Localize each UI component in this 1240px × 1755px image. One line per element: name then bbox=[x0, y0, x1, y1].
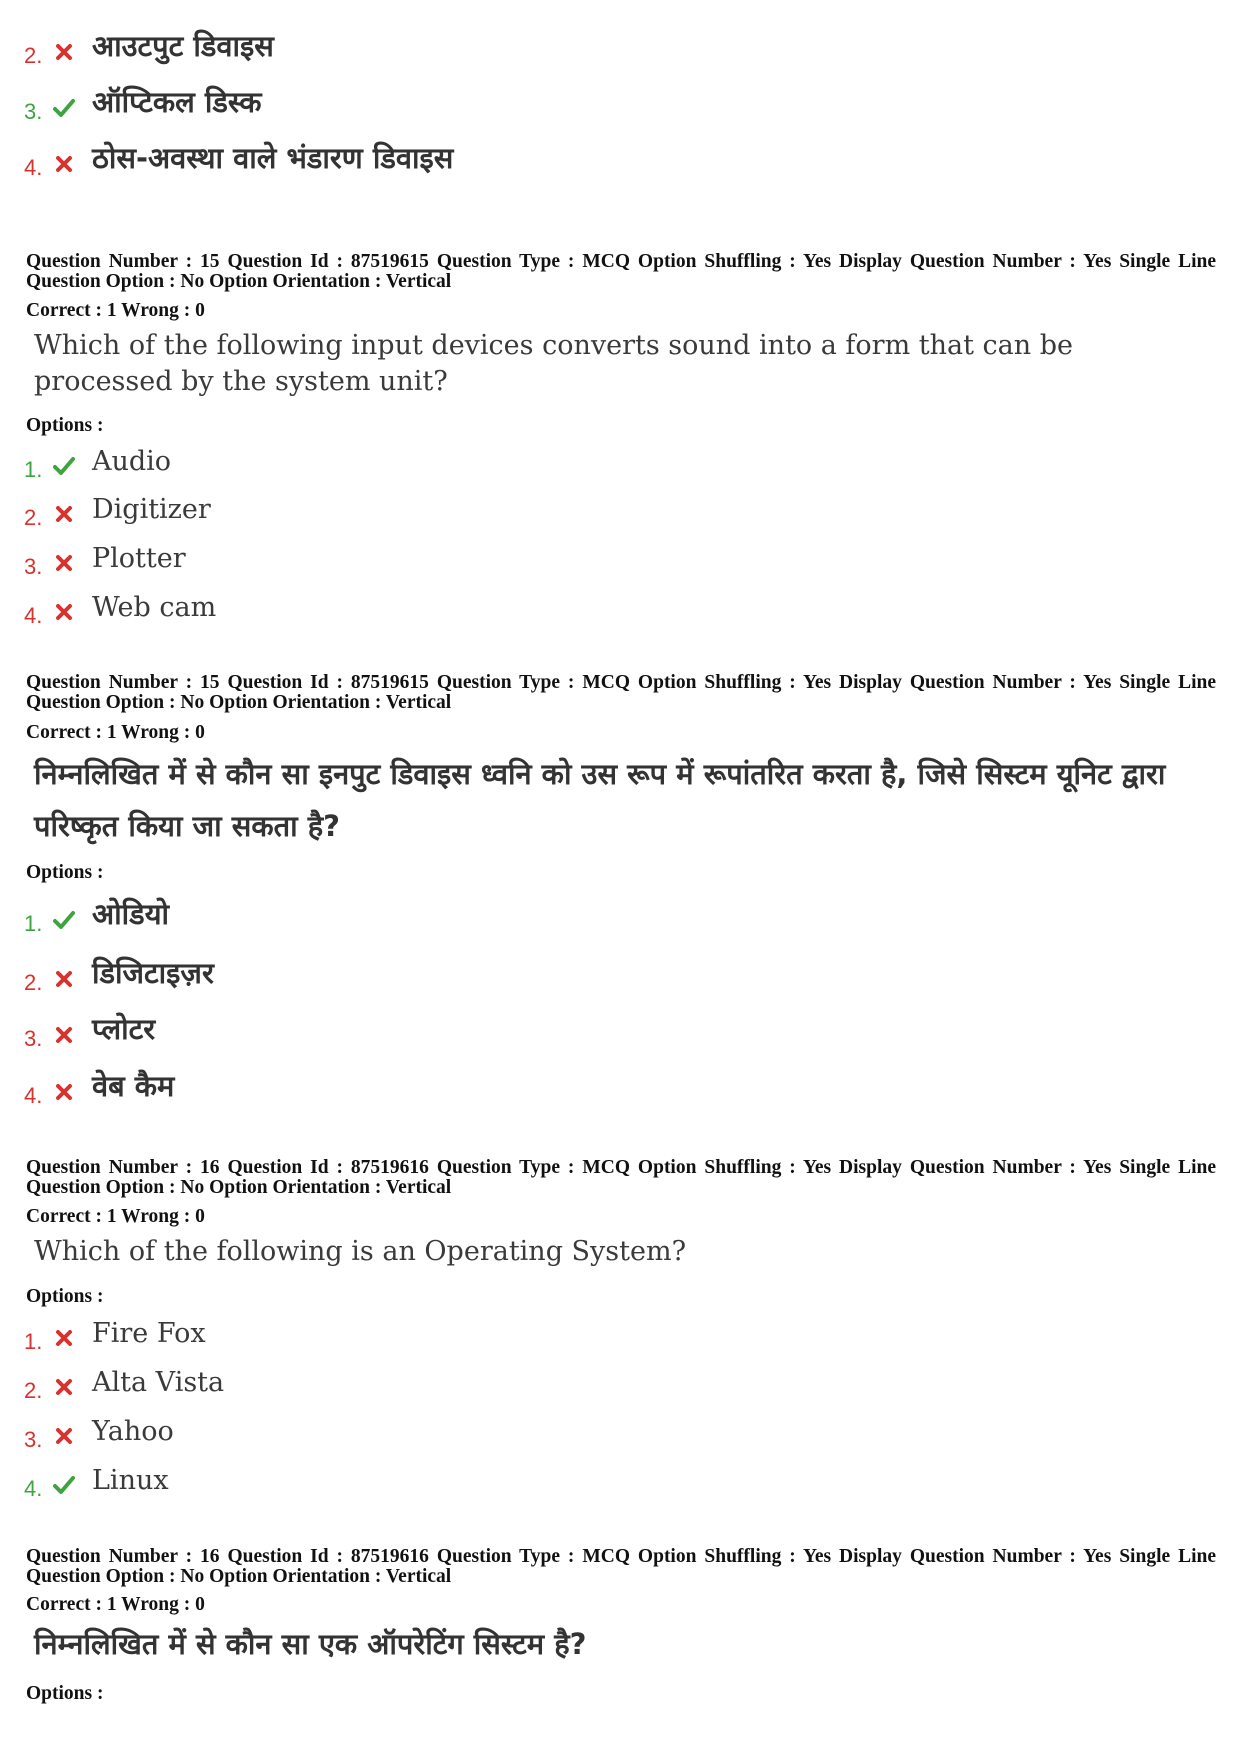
question-text: Which of the following is an Operating System? bbox=[34, 1236, 687, 1267]
question-meta: Question Number : 15 Question Id : 87519615 Question Type : MCQ Option Shuffling : Yes Display Question Number : Yes Single Line Question Option : No Option Orientation : Vertical bbox=[26, 672, 1216, 713]
option-number: 2. bbox=[24, 970, 43, 995]
option-text: ऑप्टिकल डिस्क bbox=[92, 85, 262, 119]
option-text: Alta Vista bbox=[92, 1367, 225, 1398]
options-label: Options : bbox=[26, 1286, 104, 1307]
correct-wrong-marks: Correct : 1 Wrong : 0 bbox=[26, 1206, 205, 1227]
option-text: ठोस-अवस्था वाले भंडारण डिवाइस bbox=[92, 141, 454, 175]
check-icon bbox=[52, 908, 76, 932]
option-number: 4. bbox=[24, 155, 43, 180]
cross-icon bbox=[52, 1326, 76, 1350]
cross-icon bbox=[52, 1375, 76, 1399]
option-number: 4. bbox=[24, 1083, 43, 1108]
option-text: Yahoo bbox=[92, 1416, 174, 1447]
option-text: Fire Fox bbox=[92, 1318, 206, 1349]
option-text: Audio bbox=[92, 446, 172, 477]
cross-icon bbox=[52, 1080, 76, 1104]
check-icon bbox=[52, 454, 76, 478]
option-number: 1. bbox=[24, 457, 43, 482]
cross-icon bbox=[52, 1424, 76, 1448]
option-number: 3. bbox=[24, 99, 43, 124]
option-text: वेब कैम bbox=[92, 1069, 175, 1103]
cross-icon bbox=[52, 152, 76, 176]
option-number: 1. bbox=[24, 911, 43, 936]
option-text: ओडियो bbox=[92, 897, 170, 931]
correct-wrong-marks: Correct : 1 Wrong : 0 bbox=[26, 722, 205, 743]
cross-icon bbox=[52, 40, 76, 64]
check-icon bbox=[52, 96, 76, 120]
check-icon bbox=[52, 1473, 76, 1497]
option-text: आउटपुट डिवाइस bbox=[92, 29, 274, 63]
option-number: 1. bbox=[24, 1329, 43, 1354]
question-text: निम्नलिखित में से कौन सा इनपुट डिवाइस ध्वनि को उस रूप में रूपांतरित करता है, जिसे सिस्टम यूनिट द्वारा परिष्कृत किया जा सकता है? bbox=[34, 757, 1166, 843]
option-text: Web cam bbox=[92, 592, 217, 623]
option-text: प्लोटर bbox=[92, 1012, 156, 1046]
correct-wrong-marks: Correct : 1 Wrong : 0 bbox=[26, 1594, 205, 1615]
question-text: Which of the following input devices converts sound into a form that can be processed by the system unit? bbox=[34, 330, 1073, 397]
option-number: 2. bbox=[24, 1378, 43, 1403]
cross-icon bbox=[52, 502, 76, 526]
option-number: 2. bbox=[24, 505, 43, 530]
question-meta: Question Number : 16 Question Id : 87519616 Question Type : MCQ Option Shuffling : Yes Display Question Number : Yes Single Line Question Option : No Option Orientation : Vertical bbox=[26, 1157, 1216, 1198]
option-text: डिजिटाइज़र bbox=[92, 956, 214, 990]
cross-icon bbox=[52, 551, 76, 575]
option-number: 3. bbox=[24, 554, 43, 579]
option-number: 3. bbox=[24, 1427, 43, 1452]
cross-icon bbox=[52, 600, 76, 624]
options-label: Options : bbox=[26, 415, 104, 436]
option-text: Linux bbox=[92, 1465, 169, 1496]
cross-icon bbox=[52, 967, 76, 991]
correct-wrong-marks: Correct : 1 Wrong : 0 bbox=[26, 300, 205, 321]
options-label: Options : bbox=[26, 862, 104, 883]
option-number: 3. bbox=[24, 1026, 43, 1051]
option-number: 4. bbox=[24, 1476, 43, 1501]
option-text: Digitizer bbox=[92, 494, 211, 525]
question-meta: Question Number : 15 Question Id : 87519615 Question Type : MCQ Option Shuffling : Yes Display Question Number : Yes Single Line Question Option : No Option Orientation : Vertical bbox=[26, 251, 1216, 292]
question-meta: Question Number : 16 Question Id : 87519616 Question Type : MCQ Option Shuffling : Yes Display Question Number : Yes Single Line Question Option : No Option Orientation : Vertical bbox=[26, 1546, 1216, 1587]
option-text: Plotter bbox=[92, 543, 186, 574]
question-text: निम्नलिखित में से कौन सा एक ऑपरेटिंग सिस्टम है? bbox=[34, 1627, 587, 1661]
option-number: 2. bbox=[24, 43, 43, 68]
cross-icon bbox=[52, 1023, 76, 1047]
option-number: 4. bbox=[24, 603, 43, 628]
options-label: Options : bbox=[26, 1683, 104, 1704]
